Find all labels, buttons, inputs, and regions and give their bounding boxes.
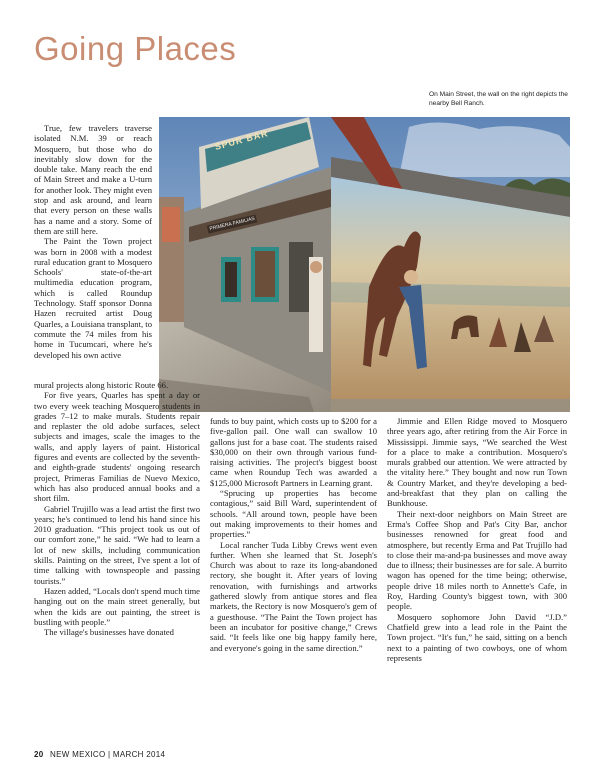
page-footer bbox=[34, 750, 165, 759]
article-paragraph: True, few travelers traverse isolated N.M. 39 or reach Mosquero, but those who do inevitably slow down for the double take. Many reach the end of Main Street and make a U-turn for another look. They might even stop and ask around, and learn that every person on these walls has a name and a story. Some of them are still here. bbox=[34, 123, 152, 236]
article-column-1-bottom bbox=[34, 380, 200, 637]
article-paragraph: Mosquero sophomore John David “J.D.” Chatfield grew into a lead role in the Paint the Town project. “It's fun,” he said, sitting on a bench next to a painting of two cowboys, one of whom represents bbox=[387, 611, 567, 663]
article-paragraph: Jimmie and Ellen Ridge moved to Mosquero three years ago, after retiring from the Air Force in Mississippi. Jimmie says, “We searched the West for a place to make a contribution. Mosquero's murals grabbed our attention. We were attracted by the vitality here.” They bought and now run Town & Country Market, and they're developing a bed-and-breakfast that they plan on calling the Bunkhouse. bbox=[387, 416, 567, 509]
publication-info: NEW MEXICO | MARCH 2014 bbox=[50, 750, 166, 759]
article-paragraph: The village's businesses have donated bbox=[44, 627, 174, 638]
article-paragraph: Hazen added, “Locals don't spend much time hanging out on the main street generally, but when the kids are out painting, the street is bustling with people.” bbox=[34, 585, 200, 627]
photo-sign-small: PRIMERA FAMILIAS bbox=[207, 214, 258, 233]
article-paragraph: “Sprucing up properties has become contagious,” said Bill Ward, superintendent of schools. “All around town, people have been out making improvements to their homes and properties.” bbox=[210, 488, 377, 540]
article-paragraph: Their next-door neighbors on Main Street are Erma's Coffee Shop and Pat's City Bar, anchor businesses renowned for great food and atmosphere, but recently Erma and Pat Trujillo had to close their ma-and-pa businesses and move away due to illness; their businesses are for sale. A burrito wagon has opened for the time being; otherwise, people drive 18 miles north to Annette's Cafe, in Roy, Harding County's biggest town, with 300 people. bbox=[387, 508, 567, 612]
article-paragraph: The Paint the Town project was born in 2008 with a modest rural education grant to Mosquero Schools' state-of-the-art multimedia education program, which is called Roundup Technology. Staff sponsor Donna Hazen recruited artist Doug Quarles, a Louisiana transplant, to commute the 74 miles from his home in Tucumcari, where he's developed his own active bbox=[34, 236, 152, 360]
article-paragraph: Local rancher Tuda Libby Crews went even further. When she learned that St. Joseph's Church was about to raze its long-abandoned rectory, she bought it. After years of loving renovation, with furnishings and artworks gathered slowly from antique stores and flea markets, the Rectory is now Mosquero's gem of a guesthouse. “The Paint the Town project has been an incubator for positive change,” Crews said. “It feels like one big happy family here, and everyone's going in the same direction.” bbox=[210, 539, 377, 653]
article-column-3 bbox=[387, 416, 567, 663]
article-column-1-top bbox=[34, 123, 152, 360]
article-paragraph: For five years, Quarles has spent a day or two every week teaching Mosquero students in grades 7–12 to make murals. Students repair and replaster the old adobe surfaces, select subjects and images, scale the images to the walls, and apply layers of paint. Historical figures and events are collected by the seventh- and eighth-grade students' ongoing research project, Primeras Familias de Nuevo Mexico, which has also produced annual books and a short film. bbox=[34, 390, 200, 504]
page-number: 20 bbox=[34, 750, 44, 759]
article-paragraph-continued: funds to buy paint, which costs up to $200 for a five-gallon pail. One wall can swallow 10 gallons just for a base coat. The students raised $30,000 on their own through various fund-raising activities. The project's biggest boost came when Roundup Tech was awarded a $125,000 Microsoft Partners in Learning grant. bbox=[210, 416, 377, 488]
mural-photo-illustration bbox=[159, 117, 570, 412]
article-column-2 bbox=[210, 416, 377, 653]
photo-sign-bar: SPUR BAR bbox=[213, 128, 270, 152]
page-title: Going Places bbox=[34, 30, 237, 67]
photo-caption: On Main Street, the wall on the right depicts the nearby Bell Ranch. bbox=[429, 91, 568, 107]
main-street-photo bbox=[159, 117, 570, 412]
article-paragraph-continued: mural projects along historic Route 66. bbox=[34, 380, 169, 390]
article-paragraph: Gabriel Trujillo was a lead artist the first two years; he's continued to lend his hand since his 2010 graduation. “This project took us out of our comfort zone,” he said. “We had to learn a lot of new skills, including communication skills. Painting on the street, I've spent a lot of time talking with townspeople and passing tourists.” bbox=[34, 503, 200, 586]
